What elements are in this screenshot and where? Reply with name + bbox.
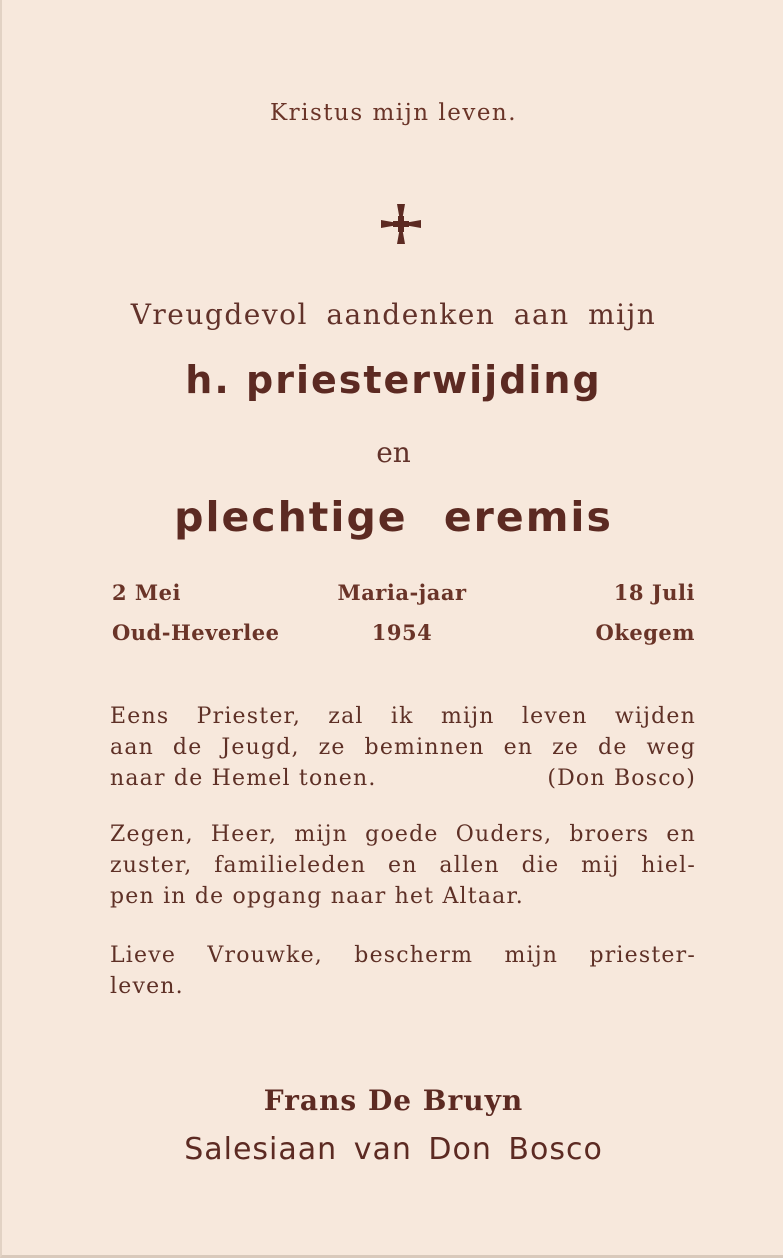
paragraph-line: Lieve Vrouwke, bescherm mijn priester-: [110, 943, 696, 968]
paragraph-line: Zegen, Heer, mijn goede Ouders, broers en: [110, 822, 696, 847]
event-right-date: 18 Juli: [613, 580, 695, 605]
event-left-date: 2 Mei: [112, 580, 182, 605]
paragraph-last-line: [110, 763, 696, 794]
signature-name: Frans De Bruyn: [263, 1084, 524, 1117]
paragraph-blessing: [110, 819, 696, 912]
paragraph-line: Eens Priester, zal ik mijn leven wijden: [110, 704, 696, 729]
motto: Kristus mijn leven.: [269, 100, 518, 126]
conjunction: en: [376, 436, 411, 469]
paragraph-line: leven.: [110, 974, 184, 999]
paragraph-line: pen in de opgang naar het Altaar.: [110, 884, 524, 909]
signature-order: Salesiaan van Don Bosco: [184, 1132, 603, 1167]
title-priesterwijding: h. priesterwijding: [185, 358, 602, 402]
title-plechtige-eremis: plechtige eremis: [174, 493, 613, 541]
paragraph-line: naar de Hemel tonen.: [110, 766, 377, 791]
quote-attribution: (Don Bosco): [547, 766, 696, 791]
event-middle-label: Maria-jaar: [337, 580, 467, 605]
paragraph-line: zuster, familieleden en allen die mij hiel-: [110, 853, 696, 878]
paragraph-line: aan de Jeugd, ze beminnen en ze de weg: [110, 735, 696, 760]
event-middle-year: 1954: [371, 620, 433, 645]
cross-pattee-icon: [377, 200, 425, 248]
event-right-place: Okegem: [595, 620, 695, 645]
paragraph-prayer: [110, 940, 696, 1002]
intro-line: Vreugdevol aandenken aan mijn: [130, 298, 657, 331]
event-left-place: Oud-Heverlee: [112, 620, 280, 645]
paragraph-don-bosco-quote: [110, 701, 696, 794]
